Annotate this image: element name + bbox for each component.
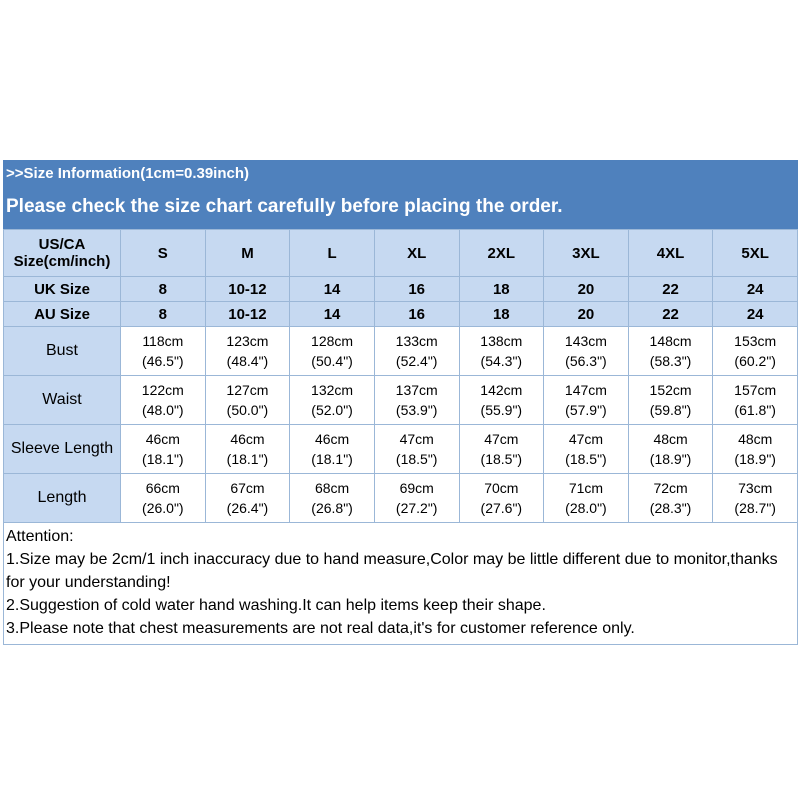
size-header: L — [290, 230, 375, 277]
inch-value: (18.9") — [734, 451, 776, 467]
measurement-cell — [459, 474, 544, 523]
inch-value: (53.9") — [395, 402, 438, 418]
measurement-cell — [459, 376, 544, 425]
cm-value: 128cm — [311, 333, 354, 349]
size-header: XL — [374, 230, 459, 277]
cm-value: 66cm — [145, 480, 180, 496]
inch-value: (48.0") — [142, 402, 184, 418]
inch-value: (55.9") — [480, 402, 523, 418]
measurement-cell — [628, 425, 713, 474]
measurement-cell — [628, 376, 713, 425]
inch-value: (52.0") — [311, 402, 353, 418]
measurement-cell — [290, 425, 375, 474]
measurement-cell — [628, 327, 713, 376]
measurement-row — [4, 376, 798, 425]
inch-value: (27.6") — [480, 500, 523, 516]
cm-value: 143cm — [564, 333, 607, 349]
cm-value: 142cm — [480, 382, 523, 398]
inch-value: (18.1") — [142, 451, 184, 467]
measurement-cell — [459, 425, 544, 474]
inch-value: (18.9") — [649, 451, 692, 467]
measurement-label: Waist — [4, 376, 121, 425]
inch-value: (59.8") — [649, 402, 692, 418]
inch-value: (56.3") — [565, 353, 607, 369]
cm-value: 133cm — [395, 333, 438, 349]
measurement-cell — [374, 425, 459, 474]
note-item: 2.Suggestion of cold water hand washing.It can help items keep their shape. — [6, 597, 546, 614]
cm-value: 46cm — [145, 431, 180, 447]
measurement-cell — [713, 376, 798, 425]
uk-size-value: 20 — [544, 277, 629, 302]
cm-value: 46cm — [230, 431, 265, 447]
uk-size-value: 16 — [374, 277, 459, 302]
inch-value: (50.0") — [226, 402, 269, 418]
cm-value: 71cm — [568, 480, 604, 496]
measurement-cell — [544, 474, 629, 523]
measurement-row — [4, 327, 798, 376]
size-header: 2XL — [459, 230, 544, 277]
measurement-cell — [713, 474, 798, 523]
measurement-cell — [713, 327, 798, 376]
cm-value: 47cm — [484, 431, 519, 447]
cm-value: 138cm — [480, 333, 523, 349]
au-size-value: 20 — [544, 302, 629, 327]
cm-value: 152cm — [649, 382, 692, 398]
cm-value: 147cm — [564, 382, 607, 398]
inch-value: (18.1") — [311, 451, 353, 467]
inch-value: (58.3") — [649, 353, 692, 369]
uk-size-value: 18 — [459, 277, 544, 302]
cm-value: 47cm — [568, 431, 604, 447]
size-header: 4XL — [628, 230, 713, 277]
inch-value: (48.4") — [226, 353, 269, 369]
inch-value: (60.2") — [734, 353, 776, 369]
inch-value: (18.5") — [480, 451, 523, 467]
size-header: 3XL — [544, 230, 629, 277]
uk-size-value: 22 — [628, 277, 713, 302]
measurement-cell — [713, 425, 798, 474]
au-size-label: AU Size — [4, 302, 121, 327]
inch-value: (54.3") — [480, 353, 523, 369]
attention-notes — [3, 523, 798, 645]
size-table — [3, 229, 798, 523]
size-chart — [3, 160, 798, 645]
us-size-row — [4, 230, 798, 277]
measurement-cell — [290, 376, 375, 425]
cm-value: 68cm — [314, 480, 350, 496]
cm-value: 137cm — [395, 382, 438, 398]
uk-size-value: 8 — [121, 277, 206, 302]
cm-value: 132cm — [311, 382, 354, 398]
inch-value: (52.4") — [395, 353, 438, 369]
inch-value: (28.3") — [649, 500, 692, 516]
inch-value: (57.9") — [565, 402, 607, 418]
cm-value: 46cm — [314, 431, 350, 447]
inch-value: (28.7") — [734, 500, 776, 516]
measurement-cell — [121, 376, 206, 425]
inch-value: (28.0") — [565, 500, 607, 516]
measurement-cell — [374, 327, 459, 376]
measurement-cell — [205, 376, 290, 425]
measurement-cell — [290, 474, 375, 523]
note-item: 1.Size may be 2cm/1 inch inaccuracy due to hand measure,Color may be little different due to monitor,thanks for your understanding! — [6, 551, 778, 591]
banner — [3, 160, 798, 229]
uk-size-value: 14 — [290, 277, 375, 302]
cm-value: 122cm — [141, 382, 184, 398]
measurement-cell — [544, 376, 629, 425]
cm-value: 123cm — [226, 333, 269, 349]
cm-value: 118cm — [142, 333, 184, 349]
measurement-cell — [628, 474, 713, 523]
measurement-row — [4, 474, 798, 523]
au-size-value: 24 — [713, 302, 798, 327]
inch-value: (26.8") — [311, 500, 353, 516]
uk-size-label: UK Size — [4, 277, 121, 302]
measurement-cell — [121, 425, 206, 474]
cm-value: 67cm — [230, 480, 265, 496]
notes-title: Attention: — [6, 528, 74, 545]
measurement-cell — [205, 327, 290, 376]
inch-value: (18.5") — [395, 451, 438, 467]
inch-value: (50.4") — [311, 353, 353, 369]
banner-title: >>Size Information(1cm=0.39inch) — [6, 165, 249, 182]
measurement-cell — [205, 425, 290, 474]
cm-value: 48cm — [653, 431, 688, 447]
au-size-value: 18 — [459, 302, 544, 327]
inch-value: (27.2") — [395, 500, 438, 516]
cm-value: 153cm — [734, 333, 777, 349]
inch-value: (18.1") — [226, 451, 269, 467]
au-size-value: 22 — [628, 302, 713, 327]
measurement-cell — [544, 425, 629, 474]
measurement-label: Sleeve Length — [4, 425, 121, 474]
measurement-cell — [544, 327, 629, 376]
au-size-value: 8 — [121, 302, 206, 327]
size-header: M — [205, 230, 290, 277]
measurement-cell — [121, 327, 206, 376]
cm-value: 127cm — [226, 382, 269, 398]
au-size-value: 10-12 — [205, 302, 290, 327]
banner-subtitle: Please check the size chart carefully before placing the order. — [6, 196, 563, 217]
measurement-row — [4, 425, 798, 474]
measurement-cell — [205, 474, 290, 523]
cm-value: 70cm — [484, 480, 519, 496]
measurement-cell — [374, 474, 459, 523]
cm-value: 47cm — [399, 431, 434, 447]
size-header: 5XL — [713, 230, 798, 277]
cm-value: 69cm — [399, 480, 434, 496]
inch-value: (61.8") — [734, 402, 776, 418]
uk-size-value: 10-12 — [205, 277, 290, 302]
cm-value: 157cm — [734, 382, 777, 398]
inch-value: (26.4") — [226, 500, 269, 516]
uk-size-row — [4, 277, 798, 302]
measurement-cell — [459, 327, 544, 376]
us-size-label: US/CA Size(cm/inch) — [4, 230, 121, 277]
inch-value: (18.5") — [565, 451, 607, 467]
measurement-cell — [290, 327, 375, 376]
note-item: 3.Please note that chest measurements are not real data,it's for customer reference only. — [6, 620, 635, 637]
au-size-value: 16 — [374, 302, 459, 327]
uk-size-value: 24 — [713, 277, 798, 302]
cm-value: 48cm — [738, 431, 773, 447]
cm-value: 73cm — [738, 480, 773, 496]
cm-value: 72cm — [653, 480, 688, 496]
measurement-cell — [121, 474, 206, 523]
inch-value: (46.5") — [142, 353, 184, 369]
au-size-row — [4, 302, 798, 327]
size-header: S — [121, 230, 206, 277]
measurement-label: Bust — [4, 327, 121, 376]
au-size-value: 14 — [290, 302, 375, 327]
cm-value: 148cm — [649, 333, 692, 349]
measurement-cell — [374, 376, 459, 425]
measurement-label: Length — [4, 474, 121, 523]
inch-value: (26.0") — [142, 500, 184, 516]
